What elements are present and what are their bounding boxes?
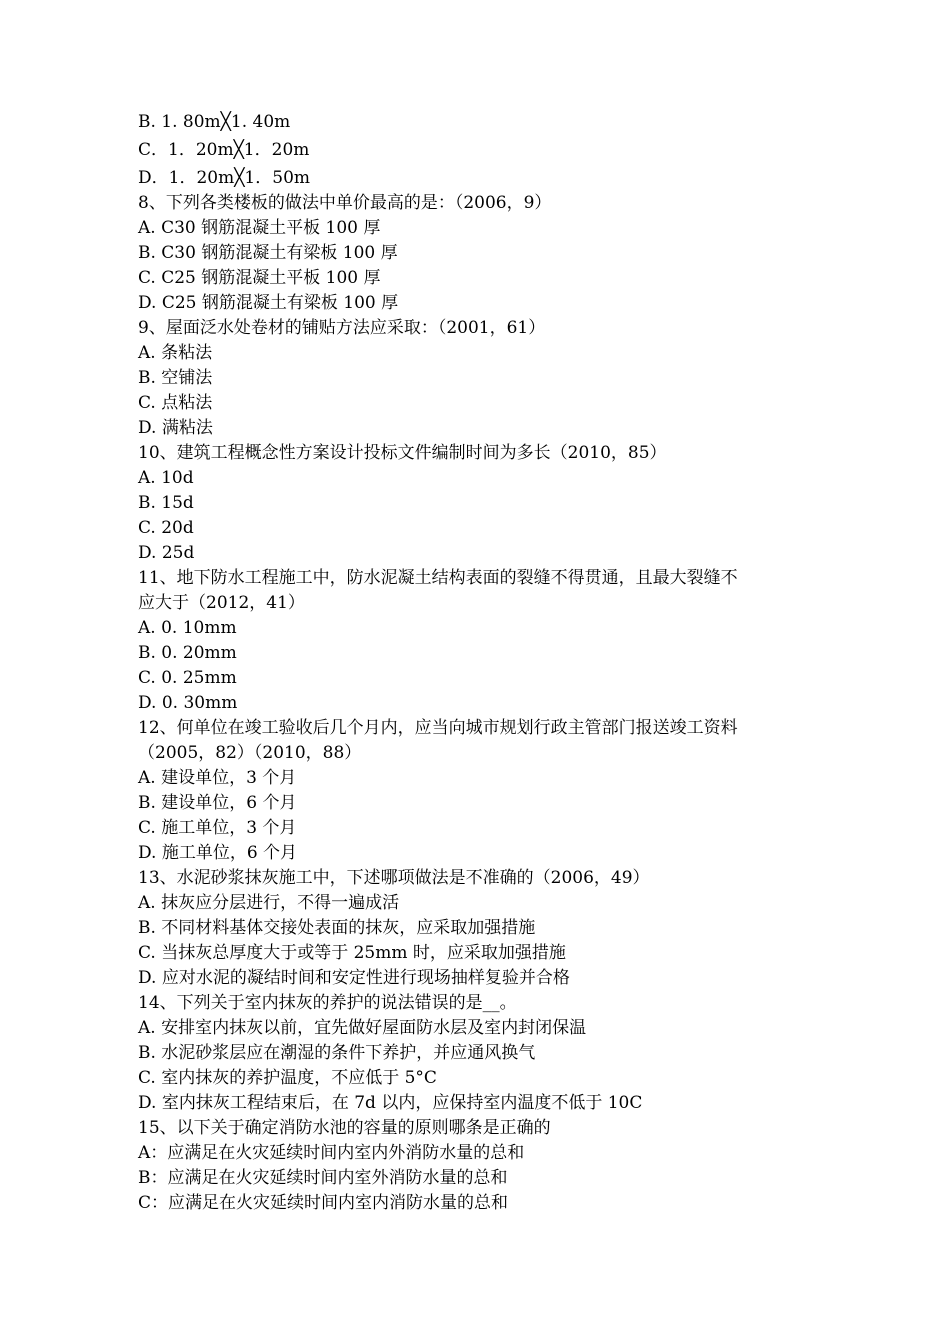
- option-line: D. 室内抹灰工程结束后，在 7d 以内，应保持室内温度不低于 10C: [138, 1093, 643, 1113]
- option-line: C. C25 钢筋混凝土平板 100 厚: [138, 268, 381, 288]
- question-line: 14、下列关于室内抹灰的养护的说法错误的是__。: [138, 993, 517, 1013]
- question-line: 8、下列各类楼板的做法中单价最高的是：（2006，9）: [138, 193, 552, 213]
- option-line: B. 空铺法: [138, 368, 213, 388]
- option-line: D. 0. 30mm: [138, 693, 238, 713]
- option-line: C. 20d: [138, 518, 194, 538]
- option-line: B. 水泥砂浆层应在潮湿的条件下养护，并应通风换气: [138, 1043, 536, 1063]
- option-line: A. 建设单位，3 个月: [138, 768, 297, 788]
- option-line: D．1．20m╳1．50m: [138, 168, 311, 188]
- option-line: C. 施工单位，3 个月: [138, 818, 297, 838]
- option-line: C：应满足在火灾延续时间内室内消防水量的总和: [138, 1193, 509, 1213]
- option-line: A. 安排室内抹灰以前，宜先做好屋面防水层及室内封闭保温: [138, 1018, 587, 1038]
- question-line: 10、建筑工程概念性方案设计投标文件编制时间为多长（2010，85）: [138, 443, 667, 463]
- document-body: [138, 110, 818, 1216]
- option-line: B. 建设单位，6 个月: [138, 793, 297, 813]
- option-line: D. 应对水泥的凝结时间和安定性进行现场抽样复验并合格: [138, 968, 570, 988]
- question-line: 11、地下防水工程施工中，防水泥凝土结构表面的裂缝不得贯通，且最大裂缝不: [138, 568, 738, 588]
- option-line: A. 0. 10mm: [138, 618, 237, 638]
- question-line: 13、水泥砂浆抹灰施工中，下述哪项做法是不准确的（2006，49）: [138, 868, 650, 888]
- option-line: C. 当抹灰总厚度大于或等于 25mm 时，应采取加强措施: [138, 943, 566, 963]
- option-line: B：应满足在火灾延续时间内室外消防水量的总和: [138, 1168, 508, 1188]
- question-line-continued: （2005，82）（2010，88）: [138, 743, 362, 763]
- option-line: B. 0. 20mm: [138, 643, 237, 663]
- option-line: A. 10d: [138, 468, 194, 488]
- option-line: C．1．20m╳1．20m: [138, 140, 310, 160]
- option-line: D. 满粘法: [138, 418, 213, 438]
- question-line: 15、以下关于确定消防水池的容量的原则哪条是正确的: [138, 1118, 551, 1138]
- option-line: B. 15d: [138, 493, 194, 513]
- question-line-continued: 应大于（2012，41）: [138, 593, 305, 613]
- option-line: A. 抹灰应分层进行，不得一遍成活: [138, 893, 400, 913]
- option-line: C. 0. 25mm: [138, 668, 237, 688]
- question-line: 9、屋面泛水处卷材的铺贴方法应采取：（2001，61）: [138, 318, 546, 338]
- option-line: D. 施工单位，6 个月: [138, 843, 298, 863]
- option-line: A. C30 钢筋混凝土平板 100 厚: [138, 218, 381, 238]
- option-line: B. 不同材料基体交接处表面的抹灰，应采取加强措施: [138, 918, 536, 938]
- question-line: 12、何单位在竣工验收后几个月内，应当向城市规划行政主管部门报送竣工资料: [138, 718, 738, 738]
- option-line: D. 25d: [138, 543, 195, 563]
- option-line: C. 室内抹灰的养护温度，不应低于 5°C: [138, 1068, 437, 1088]
- option-line: A：应满足在火灾延续时间内室内外消防水量的总和: [138, 1143, 525, 1163]
- option-line: D. C25 钢筋混凝土有梁板 100 厚: [138, 293, 399, 313]
- option-line: B. C30 钢筋混凝土有梁板 100 厚: [138, 243, 398, 263]
- option-line: A. 条粘法: [138, 343, 213, 363]
- option-line: C. 点粘法: [138, 393, 213, 413]
- option-line: B. 1. 80m╳1. 40m: [138, 112, 291, 132]
